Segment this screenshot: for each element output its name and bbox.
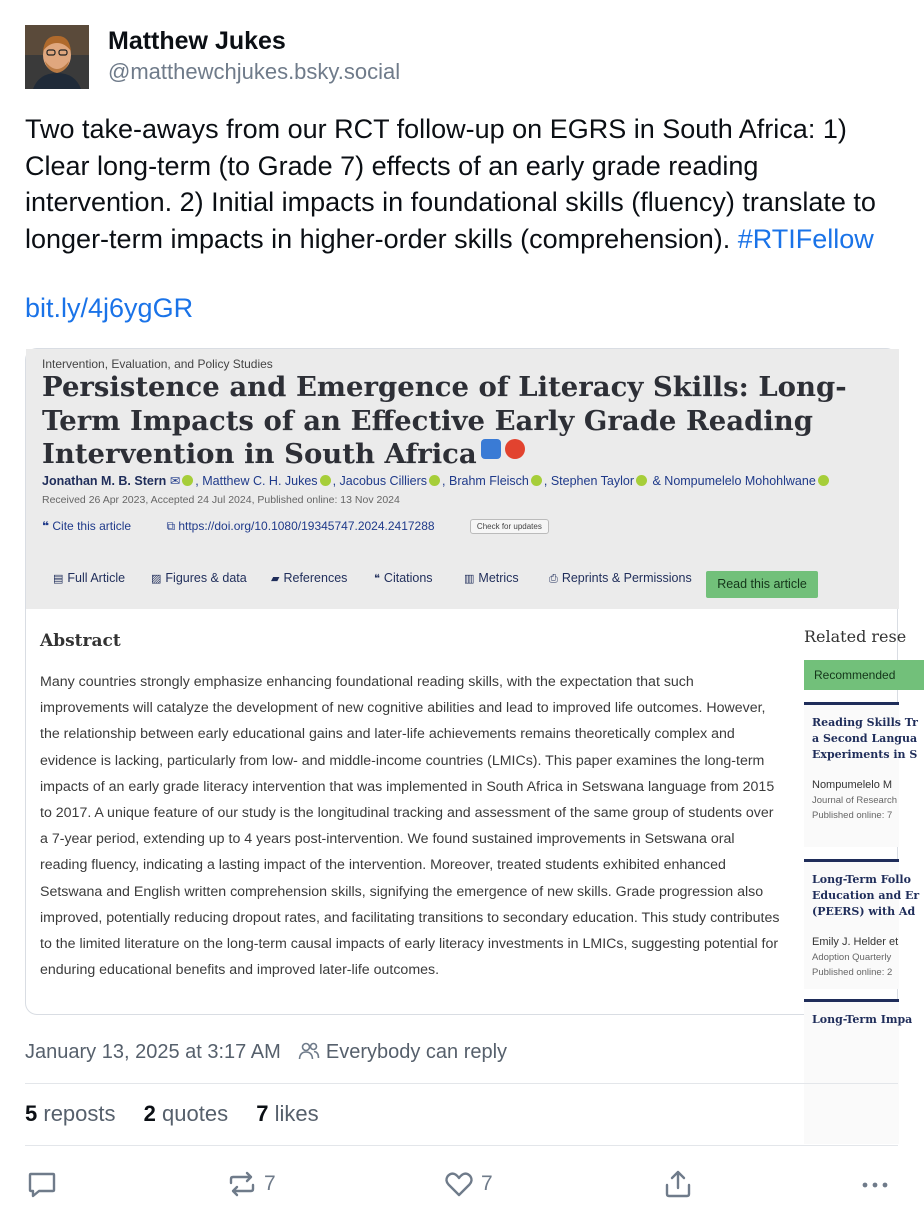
tab-references xyxy=(271,571,347,585)
reposts-label: reposts xyxy=(43,1101,116,1126)
lead-author: Jonathan M. B. Stern xyxy=(42,474,167,488)
author-3: , Jacobus Cilliers xyxy=(332,474,428,488)
divider xyxy=(25,1145,898,1146)
quote-icon: ❝ xyxy=(42,519,50,533)
read-article-button: Read this article xyxy=(706,571,818,598)
reposts-count: 5 xyxy=(25,1101,38,1126)
author-5: , Stephen Taylor xyxy=(543,474,634,488)
repost-button[interactable] xyxy=(226,1167,276,1201)
author-6: & Nompumelelo Mohohlwane xyxy=(652,474,816,488)
doi-text: https://doi.org/10.1080/19345747.2024.2417288 xyxy=(178,519,435,533)
related-item-title: a Second Langua xyxy=(812,732,918,745)
more-icon xyxy=(859,1168,891,1200)
quotes-count: 2 xyxy=(143,1101,156,1126)
like-button[interactable] xyxy=(443,1167,493,1201)
likes-count: 7 xyxy=(256,1101,269,1126)
open-access-icon xyxy=(481,439,501,459)
author-2: , Matthew C. H. Jukes xyxy=(195,474,318,488)
author-handle[interactable]: @matthewchjukes.bsky.social xyxy=(108,59,401,84)
related-item-title: Long-Term Follo xyxy=(812,873,911,886)
author-name[interactable]: Matthew Jukes xyxy=(108,27,286,55)
people-icon xyxy=(298,1042,320,1060)
tab-label: References xyxy=(283,571,348,585)
heart-icon xyxy=(443,1168,475,1200)
reply-setting-label: Everybody can reply xyxy=(325,1041,508,1063)
reposts-stat[interactable] xyxy=(25,1101,116,1126)
related-research-sidebar xyxy=(804,625,920,1026)
related-item-title: Reading Skills Tr xyxy=(812,716,918,729)
tab-label: Full Article xyxy=(67,571,126,585)
orcid-icon xyxy=(429,475,440,486)
quote-icon: ❝ xyxy=(374,573,380,585)
related-item-published: Published online: 7 xyxy=(812,810,893,821)
related-item xyxy=(804,702,918,847)
avatar-image xyxy=(25,25,89,89)
related-item-title: Education and Er xyxy=(812,889,920,902)
printer-icon: ⎙ xyxy=(549,573,558,585)
related-item-author: Emily J. Helder et xyxy=(812,936,899,948)
post-timestamp[interactable]: January 13, 2025 at 3:17 AM xyxy=(25,1041,281,1063)
image-icon: ▨ xyxy=(151,573,162,585)
share-button[interactable] xyxy=(662,1167,694,1201)
repost-count: 7 xyxy=(264,1172,276,1195)
article-title xyxy=(42,371,862,472)
post-meta xyxy=(25,1041,507,1064)
like-count: 7 xyxy=(481,1172,493,1195)
reply-icon xyxy=(26,1168,58,1200)
related-item-journal: Adoption Quarterly xyxy=(812,952,892,963)
orcid-icon xyxy=(182,475,193,486)
orcid-icon xyxy=(636,475,647,486)
related-item-title: (PEERS) with Ad xyxy=(812,905,916,918)
embedded-image[interactable] xyxy=(25,348,920,1026)
hashtag-link[interactable]: #RTIFellow xyxy=(737,223,874,254)
share-icon xyxy=(662,1168,694,1200)
crossmark-icon xyxy=(505,439,525,459)
recommended-tab: Recommended xyxy=(804,660,924,690)
cite-row xyxy=(42,519,565,534)
related-title: Related rese xyxy=(804,627,907,646)
book-icon: ▰ xyxy=(271,573,280,585)
doi-link: ⧉ https://doi.org/10.1080/19345747.2024.2417288 xyxy=(166,519,435,533)
reply-button[interactable] xyxy=(26,1167,58,1201)
tab-label: Metrics xyxy=(478,571,519,585)
article-icon: ▤ xyxy=(53,573,64,585)
orcid-icon xyxy=(818,475,829,486)
abstract-text: Many countries strongly emphasize enhancing foundational reading skills, with the expectation that such improvements will catalyze the development of new cognitive abilities and lead to improved life outcomes. However, the relationship between early educational gains and later-life achievements remains theoretically complex and evidence is lacking, particularly from low- and middle-income countries (LMICs). This paper examines the long-term impacts of an early grade literacy intervention that was implemented in South Africa in Setswana language from 2015 to 2017. A unique feature of our study is the longitudinal tracking and assessment of the same group of students over a 7-year period, extending up to 4 years post-intervention. We found sustained improvements in Setswana oral reading fluency, indicating a lasting impact of the intervention. Moreover, treated students exhibited enhanced Setswana and English written comprehension skills, signifying the emergence of new skills. Grade progression also improved, potentially reducing dropout rates, and facilitating transitions to secondary education. This study contributes to the limited literature on the long-term causal impacts of early literacy investments in LMICs, suggesting potential for enduring educational benefits and improved later-life outcomes. xyxy=(40,674,780,979)
related-item xyxy=(804,999,913,1144)
tab-label: Citations xyxy=(383,571,433,585)
email-icon: ✉ xyxy=(169,474,181,488)
related-item-journal: Journal of Research xyxy=(812,795,898,806)
bar-chart-icon: ▥ xyxy=(464,573,475,585)
repost-icon xyxy=(226,1168,258,1200)
tab-full-article xyxy=(53,571,125,585)
post-text xyxy=(25,111,905,257)
quotes-stat[interactable] xyxy=(144,1101,228,1126)
article-dates: Received 26 Apr 2023, Accepted 24 Jul 2024, Published online: 13 Nov 2024 xyxy=(42,494,400,506)
journal-name: Intervention, Evaluation, and Policy Studies xyxy=(42,357,273,371)
tab-label: Figures & data xyxy=(165,571,247,585)
likes-label: likes xyxy=(274,1101,319,1126)
related-item-title: Experiments in S xyxy=(812,748,918,761)
article-title-text: Persistence and Emergence of Literacy Skills: Long-Term Impacts of an Effective Early Grade Reading Intervention in South Africa xyxy=(42,371,847,470)
external-link[interactable]: bit.ly/4j6ygGR xyxy=(25,293,194,323)
orcid-icon xyxy=(531,475,542,486)
related-item-author: Nompumelelo M xyxy=(812,779,893,791)
abstract-heading: Abstract xyxy=(40,631,121,651)
quotes-label: quotes xyxy=(162,1101,229,1126)
avatar[interactable] xyxy=(25,25,89,89)
related-item-title: Long-Term Impa xyxy=(812,1013,913,1026)
divider xyxy=(25,1083,898,1084)
tab-citations xyxy=(374,571,433,585)
post-body: Two take-aways from our RCT follow-up on EGRS in South Africa: 1) Clear long-term (to Grade 7) effects of an early grade reading intervention. 2) Initial impacts in foundational skills (fluency) translate to longer-term impacts in higher-order skills (comprehension). xyxy=(25,114,876,254)
tab-metrics xyxy=(464,571,519,585)
tab-label: Reprints & Permissions xyxy=(561,571,692,585)
cite-label: Cite this article xyxy=(52,519,132,533)
check-updates-badge: Check for updates xyxy=(470,519,549,534)
tab-reprints xyxy=(549,571,692,586)
related-item-published: Published online: 2 xyxy=(812,967,893,978)
more-options-button[interactable] xyxy=(859,1167,891,1201)
likes-stat[interactable] xyxy=(256,1101,318,1126)
article-authors xyxy=(42,473,892,488)
author-4: , Brahm Fleisch xyxy=(442,474,529,488)
cite-link xyxy=(42,519,147,533)
reply-setting xyxy=(298,1041,507,1064)
tab-figures xyxy=(151,571,247,585)
orcid-icon xyxy=(320,475,331,486)
post-stats xyxy=(25,1101,341,1127)
related-item xyxy=(804,859,920,989)
